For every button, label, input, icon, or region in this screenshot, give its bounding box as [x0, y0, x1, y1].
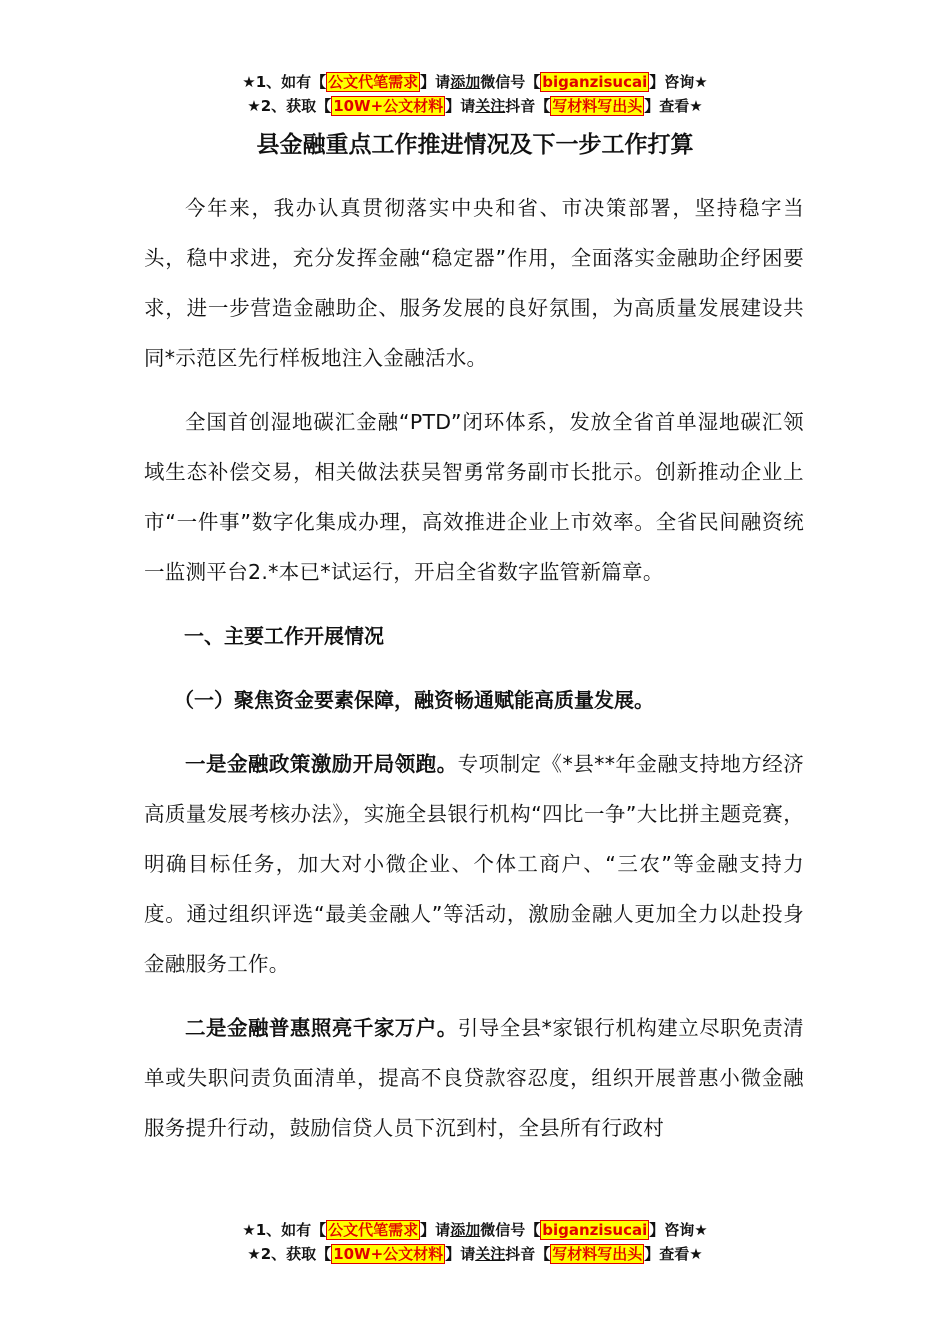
- banner-line-1: ★1、如有【 公文代笔需求 】请添加微信号【 biganzisucai 】咨询★: [242, 73, 708, 91]
- highlight-service: 公文代笔需求: [328, 73, 419, 91]
- document-body: [144, 183, 804, 1153]
- section-heading: 一、主要工作开展情况: [184, 624, 384, 648]
- subsection-heading: （一）聚焦资金要素保障，融资畅通赋能高质量发展。: [174, 688, 654, 712]
- item-lead-2: 二是金融普惠照亮千家万户。: [185, 1016, 458, 1040]
- banner-line-2: ★2、获取【 10W+公文材料 】请关注抖音【 写材料写出头 】查看★: [247, 97, 703, 115]
- highlight-materials: 10W+公文材料: [333, 97, 444, 115]
- item-paragraph-2: 二是金融普惠照亮千家万户。引导全县*家银行机构建立尽职免责清单或失职问责负面清单，提高不良贷款容忍度，组织开展普惠小微金融服务提升行动，鼓励信贷人员下沉到村，全县所有行政村: [144, 1016, 804, 1140]
- highlight-wechat-id: biganzisucai: [542, 1221, 648, 1239]
- intro-paragraph: 今年来，我办认真贯彻落实中央和省、市决策部署，坚持稳字当头，稳中求进，充分发挥金融“稳定器”作用，全面落实金融助企纾困要求，进一步营造金融助企、服务发展的良好氛围，为高质量发展建设共同*示范区先行样板地注入金融活水。: [144, 196, 804, 370]
- highlight-douyin: 写材料写出头: [552, 97, 643, 115]
- footer-line-1: ★1、如有【 公文代笔需求 】请添加微信号【 biganzisucai 】咨询★: [242, 1221, 708, 1239]
- highlight-douyin: 写材料写出头: [552, 1245, 643, 1263]
- document-title: 县金融重点工作推进情况及下一步工作打算: [256, 132, 694, 158]
- highlight-wechat-id: biganzisucai: [542, 73, 648, 91]
- highlight-service: 公文代笔需求: [328, 1221, 419, 1239]
- highlight-materials: 10W+公文材料: [333, 1245, 444, 1263]
- highlights-paragraph: 全国首创湿地碳汇金融“PTD”闭环体系，发放全省首单湿地碳汇领域生态补偿交易，相关做法获吴智勇常务副市长批示。创新推动企业上市“一件事”数字化集成办理，高效推进企业上市效率。全省民间融资统一监测平台2.*本已*试运行，开启全省数字监管新篇章。: [144, 410, 804, 584]
- footer-line-2: ★2、获取【 10W+公文材料 】请关注抖音【 写材料写出头 】查看★: [247, 1245, 703, 1263]
- item-paragraph-1: 一是金融政策激励开局领跑。专项制定《*县**年金融支持地方经济高质量发展考核办法》，实施全县银行机构“四比一争”大比拼主题竞赛，明确目标任务，加大对小微企业、个体工商户、“三农”等金融支持力度。通过组织评选“最美金融人”等活动，激励金融人更加全力以赴投身金融服务工作。: [144, 752, 804, 976]
- item-lead-1: 一是金融政策激励开局领跑。: [185, 752, 458, 776]
- header-banner: [0, 70, 950, 118]
- footer-banner: [0, 1218, 950, 1266]
